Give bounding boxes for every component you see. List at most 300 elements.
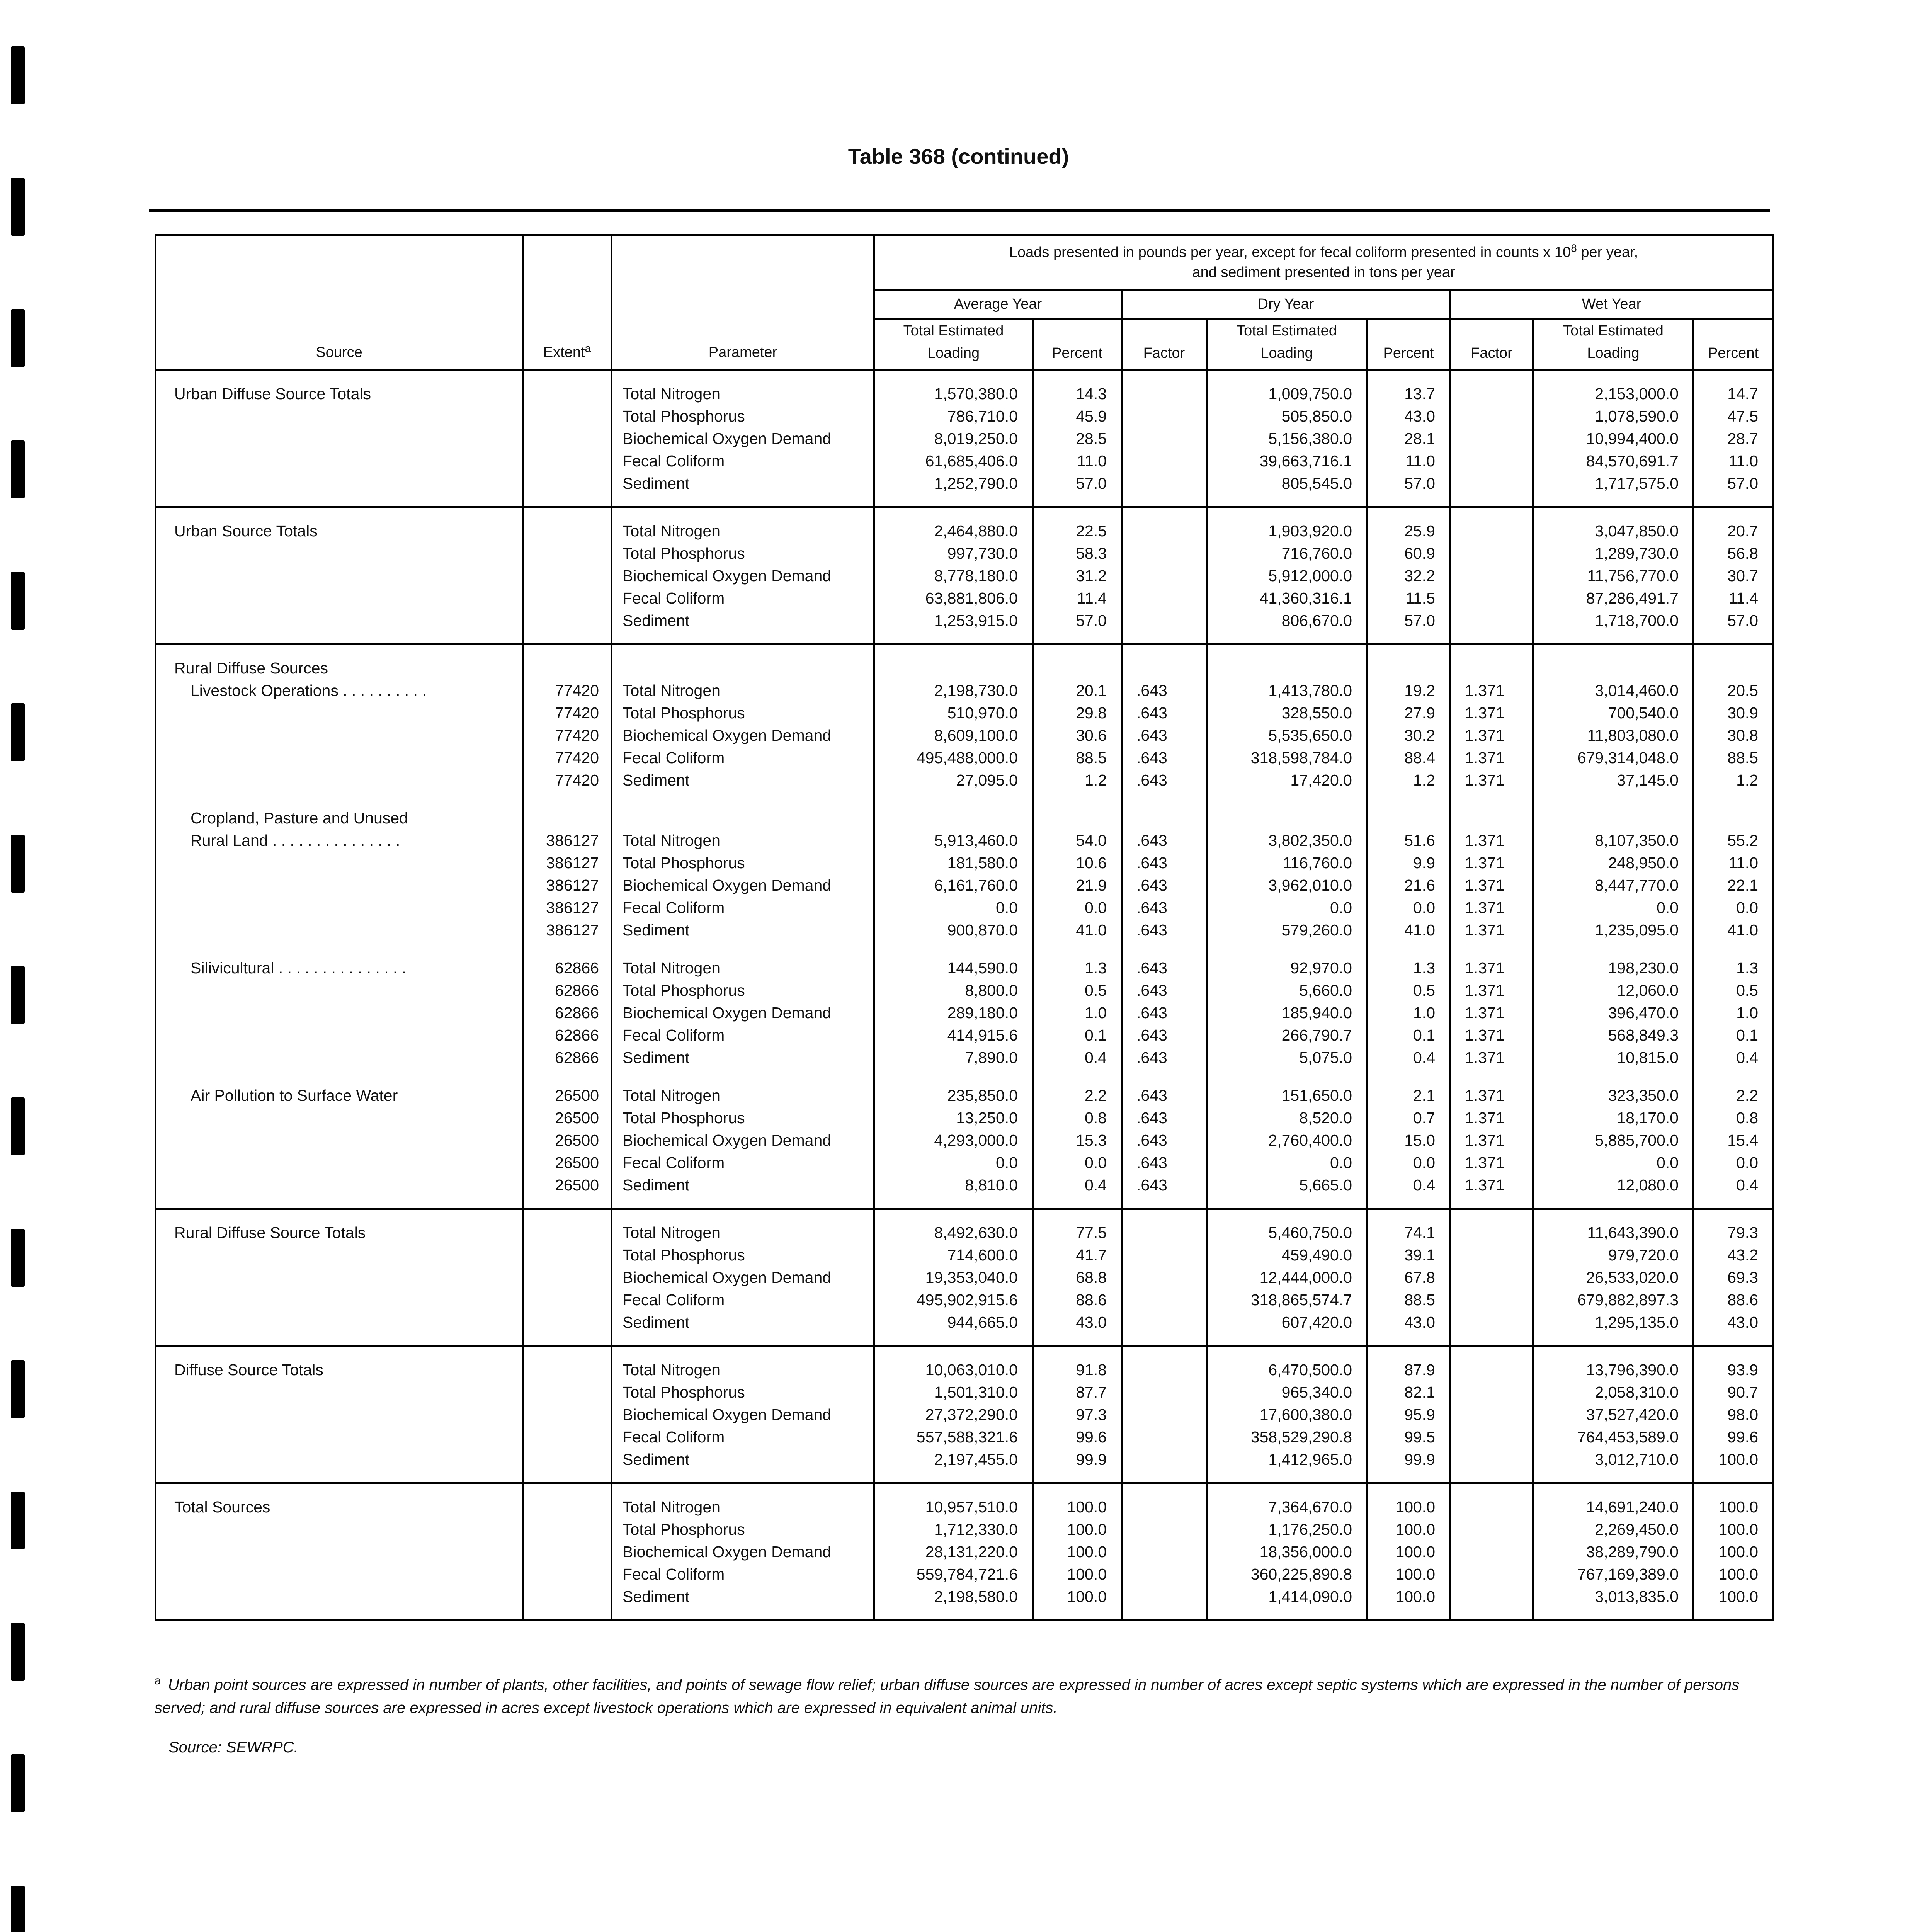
avg-percent-cell (1033, 791, 1122, 941)
table-value (1465, 1359, 1532, 1381)
table-value: 30.8 (1727, 726, 1759, 744)
table-value: 77420 (555, 726, 599, 744)
table-value: 100.0 (1395, 1565, 1435, 1583)
table-row (156, 791, 1773, 941)
table-value: 98.0 (1727, 1406, 1759, 1423)
table-value: 1,252,790.0 (934, 474, 1018, 492)
table-value: 20.1 (1076, 682, 1107, 699)
table-value: 1.0 (1413, 1004, 1435, 1022)
table-value: Fecal Coliform (623, 749, 725, 767)
table-value (1136, 1541, 1206, 1563)
table-value: 17,420.0 (1290, 771, 1352, 789)
table-value: Biochemical Oxygen Demand (623, 1543, 832, 1561)
table-value: 495,902,915.6 (916, 1291, 1018, 1309)
table-value: 2.1 (1413, 1087, 1435, 1104)
table-value (1136, 1266, 1206, 1289)
table-value: Total Nitrogen (623, 385, 720, 403)
table-value: 77.5 (1076, 1224, 1107, 1242)
table-value: 0.1 (1736, 1026, 1759, 1044)
extent-cell (523, 1069, 612, 1209)
table-value: Total Nitrogen (623, 832, 720, 849)
table-value: 100.0 (1067, 1520, 1107, 1538)
table-row (156, 1069, 1773, 1209)
table-value: 30.7 (1727, 567, 1759, 585)
table-value: 1,009,750.0 (1268, 385, 1352, 403)
table-value: 41,360,316.1 (1259, 589, 1352, 607)
dry-loading-cell (1207, 645, 1367, 792)
table-value: 0.0 (996, 899, 1018, 917)
table-value: 87,286,491.7 (1586, 589, 1679, 607)
table-value (1136, 1518, 1206, 1541)
table-value: 18,356,000.0 (1259, 1543, 1352, 1561)
table-value: Total Nitrogen (623, 1498, 720, 1516)
table-value: 11.5 (1405, 589, 1435, 607)
table-value: 700,540.0 (1608, 704, 1679, 722)
table-row (156, 507, 1773, 645)
avg-percent-cell (1033, 1483, 1122, 1621)
table-value (1465, 1496, 1532, 1518)
table-value: 2,760,400.0 (1268, 1131, 1352, 1149)
table-value: 386127 (546, 832, 599, 849)
table-value: 5,913,460.0 (934, 832, 1018, 849)
table-value: 26500 (555, 1154, 599, 1172)
table-value (524, 565, 599, 587)
table-value: 1.371 (1465, 959, 1505, 977)
table-value: .643 (1136, 1154, 1167, 1172)
dry-loading-cell (1207, 941, 1367, 1069)
table-value: 557,588,321.6 (916, 1428, 1018, 1446)
dry-factor-cell (1122, 1209, 1207, 1346)
source-cell (156, 507, 523, 645)
extent-cell (523, 1209, 612, 1346)
table-value: 8,810.0 (965, 1176, 1018, 1194)
table-value: .643 (1136, 1131, 1167, 1149)
table-value: 1.2 (1736, 771, 1759, 789)
table-value: .643 (1136, 704, 1167, 722)
table-value (524, 1426, 599, 1448)
table-value (1136, 609, 1206, 632)
table-value: Total Phosphorus (623, 407, 745, 425)
table-value: Fecal Coliform (623, 1154, 725, 1172)
table-value: 43.0 (1404, 407, 1435, 425)
table-value: .643 (1136, 682, 1167, 699)
table-value (1136, 1585, 1206, 1608)
col-avg-percent: Percent (1033, 319, 1122, 370)
table-value: 77420 (555, 682, 599, 699)
wet-factor-cell (1450, 791, 1533, 941)
table-value (1136, 450, 1206, 472)
table-value: 47.5 (1727, 407, 1759, 425)
source-label: Rural Land . . . . . . . . . . . . . . . (191, 832, 400, 849)
table-value: 10,994,400.0 (1586, 430, 1679, 447)
table-value (1136, 427, 1206, 450)
col-wet-percent: Percent (1694, 319, 1773, 370)
table-value: 2,058,310.0 (1595, 1383, 1679, 1401)
table-value: 84,570,691.7 (1586, 452, 1679, 470)
table-value: .643 (1136, 899, 1167, 917)
table-value: 37,527,420.0 (1586, 1406, 1679, 1423)
table-value: 0.0 (1413, 1154, 1435, 1172)
table-value (1465, 565, 1532, 587)
table-value: 0.4 (1736, 1176, 1759, 1194)
table-value (1465, 1381, 1532, 1403)
dry-loading-cell (1207, 791, 1367, 941)
avg-loading-cell (874, 1346, 1033, 1483)
table-value: 26500 (555, 1131, 599, 1149)
table-value: Biochemical Oxygen Demand (623, 876, 832, 894)
table-value: 14,691,240.0 (1586, 1498, 1679, 1516)
table-value: 61,685,406.0 (925, 452, 1018, 470)
table-value: 20.7 (1727, 522, 1759, 540)
table-value: 2,197,455.0 (934, 1451, 1018, 1468)
table-value: 56.8 (1727, 544, 1759, 562)
table-value (1136, 405, 1206, 427)
table-value: 88.5 (1404, 1291, 1435, 1309)
table-value: 27.9 (1404, 704, 1435, 722)
table-value: Biochemical Oxygen Demand (623, 1406, 832, 1423)
table-value: 8,520.0 (1299, 1109, 1352, 1127)
dry-percent-cell (1367, 645, 1450, 792)
table-value: 1,718,700.0 (1595, 612, 1679, 629)
col-wet-loading: Total Estimated Loading (1533, 319, 1694, 370)
table-row (156, 941, 1773, 1069)
table-value: 944,665.0 (947, 1313, 1018, 1331)
table-value: 99.6 (1076, 1428, 1107, 1446)
table-value: 6,161,760.0 (934, 876, 1018, 894)
table-value: 11.0 (1405, 452, 1435, 470)
table-value: Sediment (623, 1176, 690, 1194)
table-value: 1.371 (1465, 771, 1505, 789)
table-value: 100.0 (1395, 1588, 1435, 1605)
table-value: 505,850.0 (1281, 407, 1352, 425)
table-value: 1.371 (1465, 704, 1505, 722)
table-value: Sediment (623, 1049, 690, 1066)
table-value: 17,600,380.0 (1259, 1406, 1352, 1423)
table-value: 1.371 (1465, 726, 1505, 744)
table-value (524, 1403, 599, 1426)
table-value: 62866 (555, 1004, 599, 1022)
table-value: 3,014,460.0 (1595, 682, 1679, 699)
table-value: 87.9 (1404, 1361, 1435, 1379)
table-value: 57.0 (1404, 612, 1435, 629)
source-label: Silivicultural . . . . . . . . . . . . . . . (191, 959, 407, 977)
table-value: 0.0 (1736, 1154, 1759, 1172)
table-value: 68.8 (1076, 1269, 1107, 1286)
table-value: 20.5 (1727, 682, 1759, 699)
wet-percent-cell (1694, 1346, 1773, 1483)
table-value: 43.2 (1727, 1246, 1759, 1264)
table-value: 386127 (546, 854, 599, 872)
table-value: 318,598,784.0 (1250, 749, 1352, 767)
table-value: 0.1 (1085, 1026, 1107, 1044)
table-value: 1.371 (1465, 1109, 1505, 1127)
table-value: 0.0 (1657, 1154, 1679, 1172)
table-value (1465, 1563, 1532, 1585)
table-value: 45.9 (1076, 407, 1107, 425)
table-value: 13,796,390.0 (1586, 1361, 1679, 1379)
table-value: 979,720.0 (1608, 1246, 1679, 1264)
table-value: 55.2 (1727, 832, 1759, 849)
table-value: 19.2 (1404, 682, 1435, 699)
table-value: Fecal Coliform (623, 899, 725, 917)
footnote: $^a$ Urban point sources are expressed in number of plants, other facilities, and points of sewage flow relief; urban diffuse sources are expressed in number of acres except septic systems which are expressed in the number of persons served; and rural diffuse sources are expressed in acres except livestock operations which are expressed in equivalent animal units. (155, 1674, 1740, 1717)
table-value: Total Phosphorus (623, 1109, 745, 1127)
source-cell (156, 1209, 523, 1346)
table-value: Biochemical Oxygen Demand (623, 430, 832, 447)
table-value: .643 (1136, 771, 1167, 789)
table-value: 14.3 (1076, 385, 1107, 403)
table-value: 1.371 (1465, 1049, 1505, 1066)
table-value: 0.8 (1736, 1109, 1759, 1127)
table-value: 57.0 (1404, 474, 1435, 492)
table-value (1465, 383, 1532, 405)
table-value: 5,665.0 (1299, 1176, 1352, 1194)
table-value: .643 (1136, 921, 1167, 939)
table-value: 91.8 (1076, 1361, 1107, 1379)
table-value: 5,660.0 (1299, 981, 1352, 999)
table-value: 54.0 (1076, 832, 1107, 849)
table-value: 28.1 (1404, 430, 1435, 447)
dry-percent-cell (1367, 507, 1450, 645)
table-value: 11.4 (1077, 589, 1107, 607)
dry-percent-cell (1367, 370, 1450, 507)
table-value: 1,413,780.0 (1268, 682, 1352, 699)
table-value: 2,269,450.0 (1595, 1520, 1679, 1538)
table-value: 77420 (555, 749, 599, 767)
table-value: 11,803,080.0 (1587, 726, 1679, 744)
table-value: 0.0 (1330, 1154, 1352, 1172)
table-value (524, 1381, 599, 1403)
table-value: .643 (1136, 981, 1167, 999)
wet-loading-cell (1533, 1069, 1694, 1209)
table-value: 27,095.0 (956, 771, 1018, 789)
table-value: 100.0 (1067, 1588, 1107, 1605)
wet-factor-cell (1450, 1346, 1533, 1483)
table-value: 38,289,790.0 (1586, 1543, 1679, 1561)
avg-loading-cell (874, 370, 1033, 507)
table-value: 1,253,915.0 (934, 612, 1018, 629)
table-value: 1,712,330.0 (934, 1520, 1018, 1538)
table-value: Total Phosphorus (623, 1520, 745, 1538)
table-value: 8,800.0 (965, 981, 1018, 999)
table-value: 97.3 (1076, 1406, 1107, 1423)
table-value (1465, 1448, 1532, 1471)
wet-loading-cell (1533, 645, 1694, 792)
dry-factor-cell (1122, 1346, 1207, 1483)
table-value: 1.2 (1413, 771, 1435, 789)
group-dry-year: Dry Year (1122, 290, 1450, 319)
table-value: Total Phosphorus (623, 1383, 745, 1401)
table-value: 116,760.0 (1283, 854, 1352, 872)
table-value: Sediment (623, 612, 690, 629)
table-value: 11.4 (1728, 589, 1759, 607)
dry-percent-cell (1367, 1483, 1450, 1621)
table-value (1465, 587, 1532, 609)
table-value: 386127 (546, 921, 599, 939)
avg-loading-cell (874, 507, 1033, 645)
group-wet-year: Wet Year (1450, 290, 1773, 319)
table-value: 1,295,135.0 (1595, 1313, 1679, 1331)
avg-loading-cell (874, 791, 1033, 941)
table-value (524, 1541, 599, 1563)
col-parameter: Parameter (612, 235, 874, 370)
source-label: Urban Diffuse Source Totals (174, 385, 371, 403)
table-value: 39,663,716.1 (1259, 452, 1352, 470)
table-value: 12,444,000.0 (1259, 1269, 1352, 1286)
table-value: 1.371 (1465, 1131, 1505, 1149)
table-value (1465, 1403, 1532, 1426)
source-cell (156, 941, 523, 1069)
table-value: 1.371 (1465, 981, 1505, 999)
table-value: 1,717,575.0 (1595, 474, 1679, 492)
table-value: 0.5 (1736, 981, 1759, 999)
source-note: Source: SEWRPC. (168, 1739, 298, 1756)
table-value: 9.9 (1413, 854, 1435, 872)
table-value (524, 1289, 599, 1311)
table-value: 41.0 (1404, 921, 1435, 939)
col-dry-factor: Factor (1122, 319, 1207, 370)
table-value: 43.0 (1404, 1313, 1435, 1331)
table-value: 0.0 (1413, 899, 1435, 917)
table-row (156, 370, 1773, 507)
table-value: 2,198,580.0 (934, 1588, 1018, 1605)
table-value: 2,198,730.0 (934, 682, 1018, 699)
table-value: 1.371 (1465, 1004, 1505, 1022)
table-value (1465, 1311, 1532, 1333)
table-value: 1.3 (1736, 959, 1759, 977)
wet-percent-cell (1694, 941, 1773, 1069)
table-value: 99.6 (1727, 1428, 1759, 1446)
table-value: Fecal Coliform (623, 1291, 725, 1309)
wet-factor-cell (1450, 645, 1533, 792)
table-value: 767,169,389.0 (1577, 1565, 1679, 1583)
table-row (156, 1209, 1773, 1346)
table-value: 69.3 (1727, 1269, 1759, 1286)
table-value: 0.5 (1413, 981, 1435, 999)
table-value: 318,865,574.7 (1250, 1291, 1352, 1309)
table-value: 57.0 (1076, 612, 1107, 629)
table-value: 0.7 (1413, 1109, 1435, 1127)
source-label: Diffuse Source Totals (174, 1361, 323, 1379)
table-value: 21.6 (1404, 876, 1435, 894)
table-value (524, 1448, 599, 1471)
table-value: 57.0 (1727, 474, 1759, 492)
dry-loading-cell (1207, 370, 1367, 507)
table-value: .643 (1136, 1026, 1167, 1044)
table-value: .643 (1136, 1049, 1167, 1066)
table-value: 77420 (555, 771, 599, 789)
table-value: 2.2 (1736, 1087, 1759, 1104)
table-value: 18,170.0 (1617, 1109, 1679, 1127)
source-cell (156, 1346, 523, 1483)
dry-loading-cell (1207, 1209, 1367, 1346)
dry-loading-cell (1207, 1069, 1367, 1209)
table-value: 63,881,806.0 (925, 589, 1018, 607)
table-value: 62866 (555, 959, 599, 977)
table-value: 0.4 (1085, 1176, 1107, 1194)
table-value: 5,885,700.0 (1595, 1131, 1679, 1149)
table-value (1465, 520, 1532, 542)
table-value: 11,756,770.0 (1587, 567, 1679, 585)
table-value: 15.3 (1076, 1131, 1107, 1149)
table-value (524, 1311, 599, 1333)
table-value (524, 405, 599, 427)
table-value: 0.8 (1085, 1109, 1107, 1127)
table-value: 13,250.0 (956, 1109, 1018, 1127)
table-value: 57.0 (1727, 612, 1759, 629)
avg-percent-cell (1033, 1069, 1122, 1209)
table-value (1136, 1381, 1206, 1403)
table-value: 100.0 (1067, 1543, 1107, 1561)
table-value: Total Nitrogen (623, 522, 720, 540)
extent-cell (523, 1346, 612, 1483)
title-rule (149, 209, 1770, 212)
table-value (524, 1359, 599, 1381)
avg-loading-cell (874, 645, 1033, 792)
loadings-table (155, 234, 1774, 1621)
table-value: Sediment (623, 771, 690, 789)
table-value: 1.371 (1465, 1176, 1505, 1194)
avg-percent-cell (1033, 507, 1122, 645)
table-value: 31.2 (1076, 567, 1107, 585)
wet-percent-cell (1694, 507, 1773, 645)
table-value: Fecal Coliform (623, 589, 725, 607)
table-value: Total Nitrogen (623, 1224, 720, 1242)
table-value: Biochemical Oxygen Demand (623, 1131, 832, 1149)
extent-cell (523, 1483, 612, 1621)
wet-factor-cell (1450, 1209, 1533, 1346)
col-avg-loading: Total Estimated Loading (874, 319, 1033, 370)
extent-cell (523, 370, 612, 507)
table-value: Fecal Coliform (623, 1428, 725, 1446)
table-value: Sediment (623, 1451, 690, 1468)
dry-percent-cell (1367, 1346, 1450, 1483)
table-value: 37,145.0 (1617, 771, 1679, 789)
table-value (524, 383, 599, 405)
table-value (524, 427, 599, 450)
table-value: 100.0 (1395, 1543, 1435, 1561)
table-value: 289,180.0 (947, 1004, 1018, 1022)
source-label: Rural Diffuse Source Totals (174, 1224, 366, 1242)
table-value: 4,293,000.0 (934, 1131, 1018, 1149)
table-value: 1.371 (1465, 854, 1505, 872)
table-value (524, 472, 599, 495)
wet-loading-cell (1533, 1209, 1694, 1346)
table-value: 6,470,500.0 (1268, 1361, 1352, 1379)
table-value: .643 (1136, 1004, 1167, 1022)
table-value: 900,870.0 (947, 921, 1018, 939)
avg-percent-cell (1033, 941, 1122, 1069)
table-value: 0.0 (1736, 899, 1759, 917)
table-value: 11.0 (1077, 452, 1107, 470)
table-value: 0.0 (1085, 1154, 1107, 1172)
table-value (524, 1585, 599, 1608)
source-label: Urban Source Totals (174, 522, 318, 540)
table-value: 95.9 (1404, 1406, 1435, 1423)
table-value: 58.3 (1076, 544, 1107, 562)
table-value: 1,289,730.0 (1595, 544, 1679, 562)
table-value: .643 (1136, 749, 1167, 767)
table-value: 26500 (555, 1087, 599, 1104)
dry-loading-cell (1207, 1483, 1367, 1621)
table-value: 11.0 (1728, 452, 1759, 470)
table-value: Biochemical Oxygen Demand (623, 1269, 832, 1286)
wet-percent-cell (1694, 645, 1773, 792)
table-body (156, 370, 1773, 1621)
table-value (1465, 1426, 1532, 1448)
dry-factor-cell (1122, 645, 1207, 792)
table-value: 5,460,750.0 (1268, 1224, 1352, 1242)
